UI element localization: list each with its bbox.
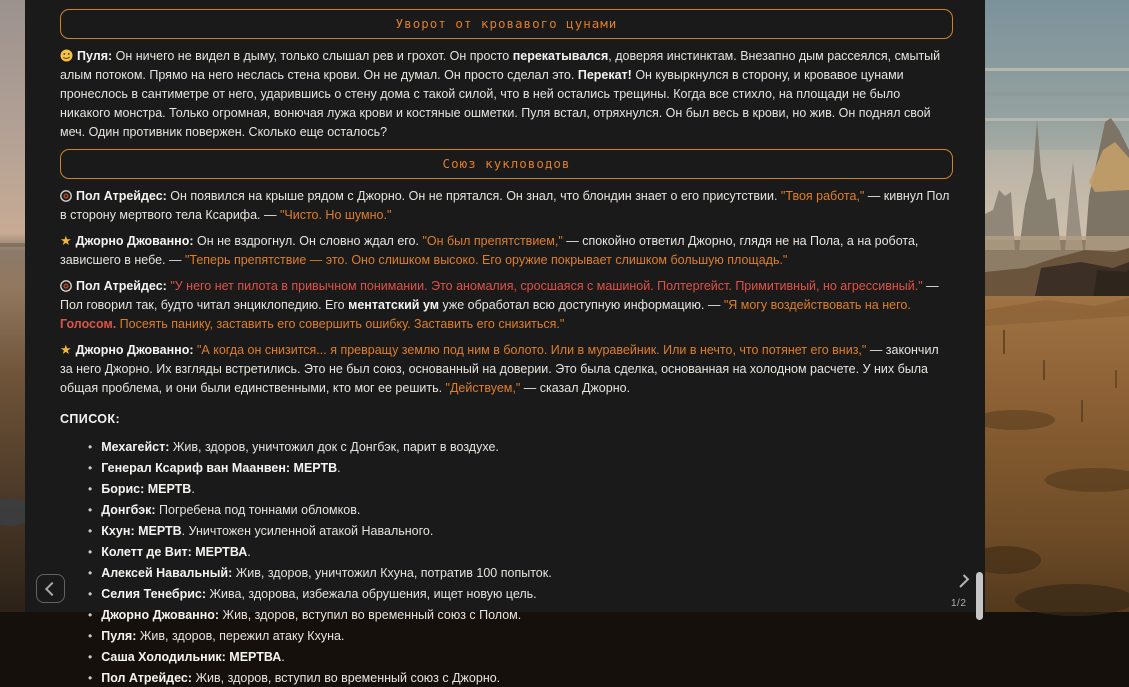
bullet-icon: • bbox=[88, 629, 93, 643]
roster-item-status: Жив, здоров, пережил атаку Кхуна. bbox=[136, 629, 345, 643]
star-icon: ★ bbox=[60, 342, 72, 357]
text-segment: "Теперь препятствие — это. Оно слишком высоко. Его оружие покрывает слишком большую площадь." bbox=[184, 253, 788, 267]
scene-paragraphs-1 bbox=[60, 47, 953, 142]
story-paragraph bbox=[60, 187, 953, 225]
roster-item-status: Жив, здоров, вступил во временный союз с Джорно. bbox=[192, 671, 501, 685]
roster-item-status: . bbox=[247, 545, 251, 559]
bullet-icon: • bbox=[88, 524, 93, 538]
story-paragraph bbox=[60, 47, 953, 142]
roster-item bbox=[88, 501, 953, 519]
bullet-icon: • bbox=[88, 482, 93, 496]
story-content bbox=[25, 0, 985, 687]
bullet-icon: • bbox=[88, 545, 93, 559]
character-roster bbox=[60, 438, 953, 687]
roster-item bbox=[88, 480, 953, 498]
text-segment: "Действуем," bbox=[445, 381, 521, 395]
roster-item-name: Колетт де Вит: МЕРТВА bbox=[101, 545, 248, 559]
bullet-icon: • bbox=[88, 650, 93, 664]
text-segment: Он не вздрогнул. Он словно ждал его. bbox=[193, 234, 423, 248]
roster-item-name: Селия Тенебрис: bbox=[101, 587, 207, 601]
scene-title-dodge bbox=[60, 9, 953, 39]
roster-item-status: Жив, здоров, уничтожил док с Донгбэк, парит в воздухе. bbox=[169, 440, 499, 454]
chevron-left-icon bbox=[45, 581, 59, 595]
roster-item-name: Кхун: МЕРТВ bbox=[101, 524, 182, 538]
text-segment: Перекат! bbox=[577, 68, 632, 82]
roster-item-status: . bbox=[281, 650, 285, 664]
text-segment: , доверяя инстинктам. Внезапно дым рассеялся, смытый алым потоком. Прямо на него неслась стена крови. Он не думал. Он просто сделал это. bbox=[60, 49, 941, 82]
chevron-right-icon bbox=[956, 574, 969, 587]
scene-title-text: Уворот от кровавого цунами bbox=[395, 16, 618, 31]
roster-item-name: Пол Атрейдес: bbox=[101, 671, 193, 685]
roster-item-status: Жива, здорова, избежала обрушения, ищет новую цель. bbox=[206, 587, 537, 601]
eye-icon bbox=[60, 280, 72, 292]
roster-item bbox=[88, 438, 953, 456]
scene-title-text: Союз кукловодов bbox=[442, 156, 571, 171]
roster-item-name: Мехагейст: bbox=[101, 440, 170, 454]
prev-page-button[interactable] bbox=[36, 574, 65, 603]
roster-item bbox=[88, 459, 953, 477]
story-paragraph bbox=[60, 341, 953, 398]
roster-item-status: Погребена под тоннами обломков. bbox=[155, 503, 361, 517]
star-icon: ★ bbox=[60, 233, 72, 248]
text-segment: — закончил за него Джорно. Их взгляды встретились. Это не был союз, основанный на доверии. Это была сделка, основанная на холодном расчете. У них была общая проблема, и они были единственными, кто мог ее решить. bbox=[60, 343, 939, 395]
scene-paragraphs-2 bbox=[60, 187, 953, 398]
smirk-emoji-icon bbox=[60, 49, 73, 62]
story-paragraph bbox=[60, 277, 953, 334]
text-segment: "У него нет пилота в привычном понимании. Это аномалия, сросшаяся с машиной. Полтергейст. Примитивный, но агрессивный." bbox=[170, 279, 923, 293]
scene-title-alliance bbox=[60, 149, 953, 179]
roster-item bbox=[88, 669, 953, 687]
roster-item bbox=[88, 648, 953, 666]
bullet-icon: • bbox=[88, 671, 93, 685]
story-panel bbox=[25, 0, 985, 685]
roster-item-name: Донгбэк: bbox=[101, 503, 156, 517]
story-paragraph bbox=[60, 232, 953, 270]
roster-item bbox=[88, 543, 953, 561]
roster-item-name: Генерал Ксариф ван Маанвен: МЕРТВ bbox=[101, 461, 338, 475]
page-indicator: 1/2 bbox=[951, 598, 967, 609]
roster-item bbox=[88, 564, 953, 582]
text-segment: "А когда он снизится... я превращу землю под ним в болото. Или в муравейник. Или в нечто, что потянет его вниз," bbox=[197, 343, 867, 357]
roster-item-status: Жив, здоров, уничтожил Кхуна, потратив 100 попыток. bbox=[232, 566, 552, 580]
bullet-icon: • bbox=[88, 440, 93, 454]
text-segment: Он ничего не видел в дыму, только слышал рев и грохот. Он просто bbox=[112, 49, 513, 63]
text-segment: "Он был препятствием," bbox=[422, 234, 563, 248]
next-page-button[interactable] bbox=[953, 570, 975, 592]
eye-icon bbox=[60, 190, 72, 202]
roster-item bbox=[88, 606, 953, 624]
bullet-icon: • bbox=[88, 587, 93, 601]
roster-item-status: . bbox=[191, 482, 195, 496]
roster-item-name: Борис: МЕРТВ bbox=[101, 482, 192, 496]
background-photo-left bbox=[0, 0, 26, 612]
roster-item-name: Джорно Джованно: bbox=[101, 608, 220, 622]
scrollbar-thumb[interactable] bbox=[976, 572, 983, 620]
roster-item-name: Пуля: bbox=[101, 629, 137, 643]
roster-item-status: Жив, здоров, вступил во временный союз с Полом. bbox=[219, 608, 522, 622]
text-segment: Он кувыркнулся в сторону, и кровавое цунами пронеслось в сантиметре от него, ударившись о стену дома с такой силой, что в ней остались трещины. Когда все стихло, на площади не было никакого монстра. Только огромная, вонючая лужа крови и костяные ошметки. Пуля встал, отряхнулся. Он был весь в крови, но жив. Он поднял свой меч. Один противник повержен. Сколько еще осталось? bbox=[60, 68, 931, 139]
text-segment: Посеять панику, заставить его совершить ошибку. Заставить его снизиться." bbox=[116, 317, 565, 331]
bullet-icon: • bbox=[88, 566, 93, 580]
bullet-icon: • bbox=[88, 608, 93, 622]
roster-item-name: Алексей Навальный: bbox=[101, 566, 233, 580]
roster-item bbox=[88, 627, 953, 645]
roster-item-status: . bbox=[337, 461, 341, 475]
text-segment: — сказал Джорно. bbox=[520, 381, 631, 395]
text-segment: Джорно Джованно: bbox=[75, 343, 194, 357]
text-segment: Джорно Джованно: bbox=[75, 234, 194, 248]
roster-item-name: Саша Холодильник: МЕРТВА bbox=[101, 650, 282, 664]
text-segment: Он появился на крыше рядом с Джорно. Он не прятался. Он знал, что блондин знает о его присутствии. bbox=[166, 189, 781, 203]
text-segment: — Пол говорил так, будто читал энциклопедию. Его bbox=[60, 279, 939, 312]
text-segment: "Я могу воздействовать на него. bbox=[723, 298, 911, 312]
text-segment: Пол Атрейдес: bbox=[76, 189, 167, 203]
roster-item bbox=[88, 522, 953, 540]
roster-heading: СПИСОК: bbox=[60, 412, 121, 426]
text-segment: "Твоя работа," bbox=[780, 189, 865, 203]
text-segment: ментатский ум bbox=[348, 298, 439, 312]
roster-item bbox=[88, 585, 953, 603]
background-photo-right bbox=[985, 0, 1129, 612]
bullet-icon: • bbox=[88, 503, 93, 517]
text-segment: — кивнул Пол в сторону мертвого тела Ксарифа. — bbox=[60, 189, 950, 222]
text-segment: — спокойно ответил Джорно, глядя не на Пола, а на робота, зависшего в небе. — bbox=[60, 234, 919, 267]
text-segment: Пуля: bbox=[77, 49, 113, 63]
text-segment: Голосом. bbox=[60, 317, 117, 331]
text-segment: уже обработал всю доступную информацию. — bbox=[438, 298, 724, 312]
text-segment: "Чисто. Но шумно." bbox=[279, 208, 392, 222]
bullet-icon: • bbox=[88, 461, 93, 475]
text-segment: Пол Атрейдес: bbox=[76, 279, 167, 293]
text-segment: перекатывался bbox=[512, 49, 609, 63]
roster-item-status: . Уничтожен усиленной атакой Навального. bbox=[181, 524, 434, 538]
